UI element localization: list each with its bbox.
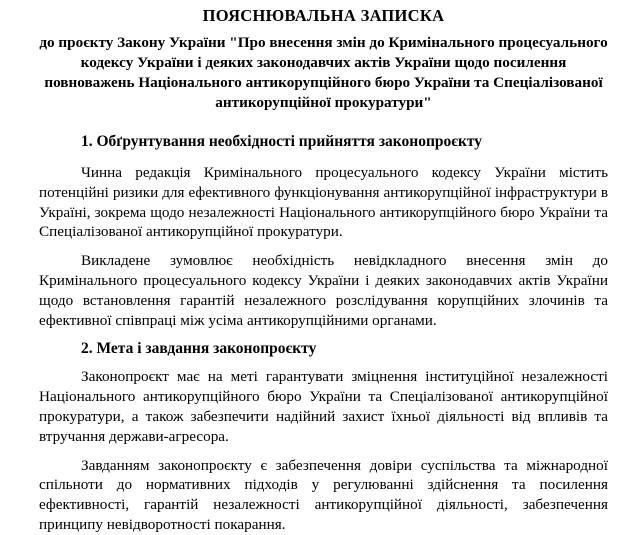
section-heading-justification: 1. Обґрунтування необхідності прийняття законопроєкту <box>81 133 483 150</box>
section-heading-goals: 2. Мета і завдання законопроєкту <box>81 340 317 358</box>
paragraph-goals-1: Законопроєкт має на меті гарантувати зміцнення інституційної незалежності Національного антикорупційного бюро України та Спеціалізованої антикорупційної прокуратури, а також забезпечити надійний захист їхньої діяльності від впливів та втручання держави-агресора. <box>39 368 608 445</box>
paragraph-justification-1: Чинна редакція Кримінального процесуального кодексу України містить потенційні ризики для ефективного функціонування антикорупційної інфраструктури в Україні, зокрема щодо незалежності Національного антикорупційного бюро України та Спеціалізованої антикорупційної прокуратури. <box>39 164 608 241</box>
document-subtitle: до проєкту Закону України "Про внесення змін до Кримінального процесуального кодексу України і деяких законодавчих актів України щодо посилення повноважень Національного антикорупційного бюро України та Спеціалізованої антикорупційної прокуратури" <box>39 34 608 111</box>
paragraph-goals-2: Завданням законопроєкту є забезпечення довіри суспільства та міжнародної спільноти до нормативних підходів у регулюванні здійснення та посилення ефективності, гарантій незалежності антикорупційної діяльності, забезпечення принципу невідворотності покарання. <box>39 456 608 533</box>
document-title: ПОЯСНЮВАЛЬНА ЗАПИСКА <box>202 6 445 25</box>
paragraph-justification-2: Викладене зумовлює необхідність невідкладного внесення змін до Кримінального процесуального кодексу України і деяких законодавчих актів України щодо встановлення гарантій незалежного розслідування корупційних злочинів та ефективної співпраці між усіма антикорупційними органами. <box>39 252 608 329</box>
